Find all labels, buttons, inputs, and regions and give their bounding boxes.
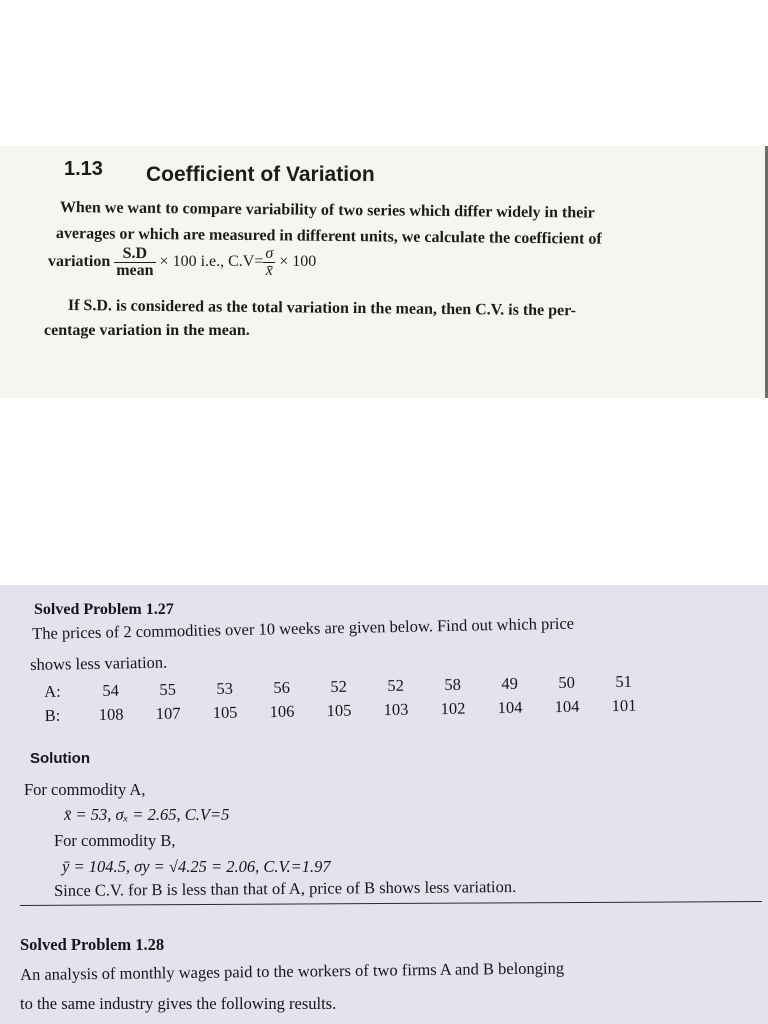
problem-128-line-2: to the same industry gives the following results. <box>20 994 337 1013</box>
solution-conclusion: Since C.V. for B is less than that of A, price of B shows less variation. <box>54 876 517 900</box>
price-cell: 52 <box>330 676 348 697</box>
price-cell: 104 <box>554 696 580 717</box>
solution-heading: Solution <box>30 750 90 767</box>
solution-commodity-a-values: x̄ = 53, σₓ = 2.65, C.V=5 <box>64 805 230 824</box>
price-cell: 58 <box>444 674 462 695</box>
solution-commodity-a-label: For commodity A, <box>24 780 146 799</box>
fraction-denominator: mean <box>116 262 154 279</box>
fraction-denominator: x̄ <box>265 262 273 279</box>
paragraph-2-line-2: centage variation in the mean. <box>44 322 250 339</box>
price-cell: 105 <box>326 700 352 721</box>
price-row-label: B: <box>44 705 61 725</box>
price-cell: 107 <box>155 703 181 724</box>
price-cell: 52 <box>387 675 405 696</box>
problem-127-line-1: The prices of 2 commodities over 10 weeks are given below. Find out which price <box>32 613 575 643</box>
price-cell: 102 <box>440 698 466 719</box>
price-cell: 54 <box>102 680 120 700</box>
formula-fraction-sigma-xbar <box>263 246 275 279</box>
paragraph-1-line-2-end: of <box>584 230 602 248</box>
price-cell: 50 <box>558 672 576 693</box>
solution-commodity-b-values: ȳ = 104.5, σy = √4.25 = 2.06, C.V.=1.97 <box>62 857 331 876</box>
formula-lead: variation <box>48 253 111 271</box>
problem-128-line-1: An analysis of monthly wages paid to the workers of two firms A and B belonging <box>20 958 565 984</box>
fraction-numerator: S.D <box>114 246 155 263</box>
price-cell: 106 <box>269 701 295 722</box>
formula-fraction-sd-mean <box>114 246 155 279</box>
paragraph-1-line-1: When we want to compare variability of two series which differ widely in their <box>59 199 595 222</box>
price-cell: 108 <box>98 704 124 725</box>
paragraph-2-line-1-text: If S.D. is considered as the total variation in the mean, then C.V. is the per- <box>67 297 577 320</box>
price-cell: 104 <box>497 697 523 718</box>
formula-middle: × 100 i.e., C.V= <box>159 253 264 271</box>
formula-tail: × 100 <box>279 253 317 271</box>
price-cell: 53 <box>216 678 234 698</box>
price-cell: 49 <box>501 673 519 694</box>
paragraph-1-line-2-text: averages or which are measured in different units, we calculate the <box>55 225 515 247</box>
price-cell: 55 <box>159 679 177 699</box>
section-number: 1.13 <box>64 158 103 180</box>
price-cell: 51 <box>615 671 633 692</box>
price-cell: 105 <box>212 702 238 723</box>
price-cell: 103 <box>383 699 409 720</box>
price-cell: 101 <box>611 695 637 716</box>
problem-127-heading: Solved Problem 1.27 <box>34 601 174 618</box>
price-row-label: A: <box>44 681 61 701</box>
cv-formula <box>48 246 316 279</box>
fraction-numerator: σ <box>265 245 274 262</box>
price-cell: 56 <box>273 677 291 697</box>
paragraph-1-keyword: coefficient <box>514 229 585 248</box>
section-title: Coefficient of Variation <box>146 163 375 186</box>
solution-commodity-b-label: For commodity B, <box>54 831 176 850</box>
problem-127-line-2: shows less variation. <box>30 652 168 674</box>
problem-128-heading: Solved Problem 1.28 <box>20 935 165 954</box>
